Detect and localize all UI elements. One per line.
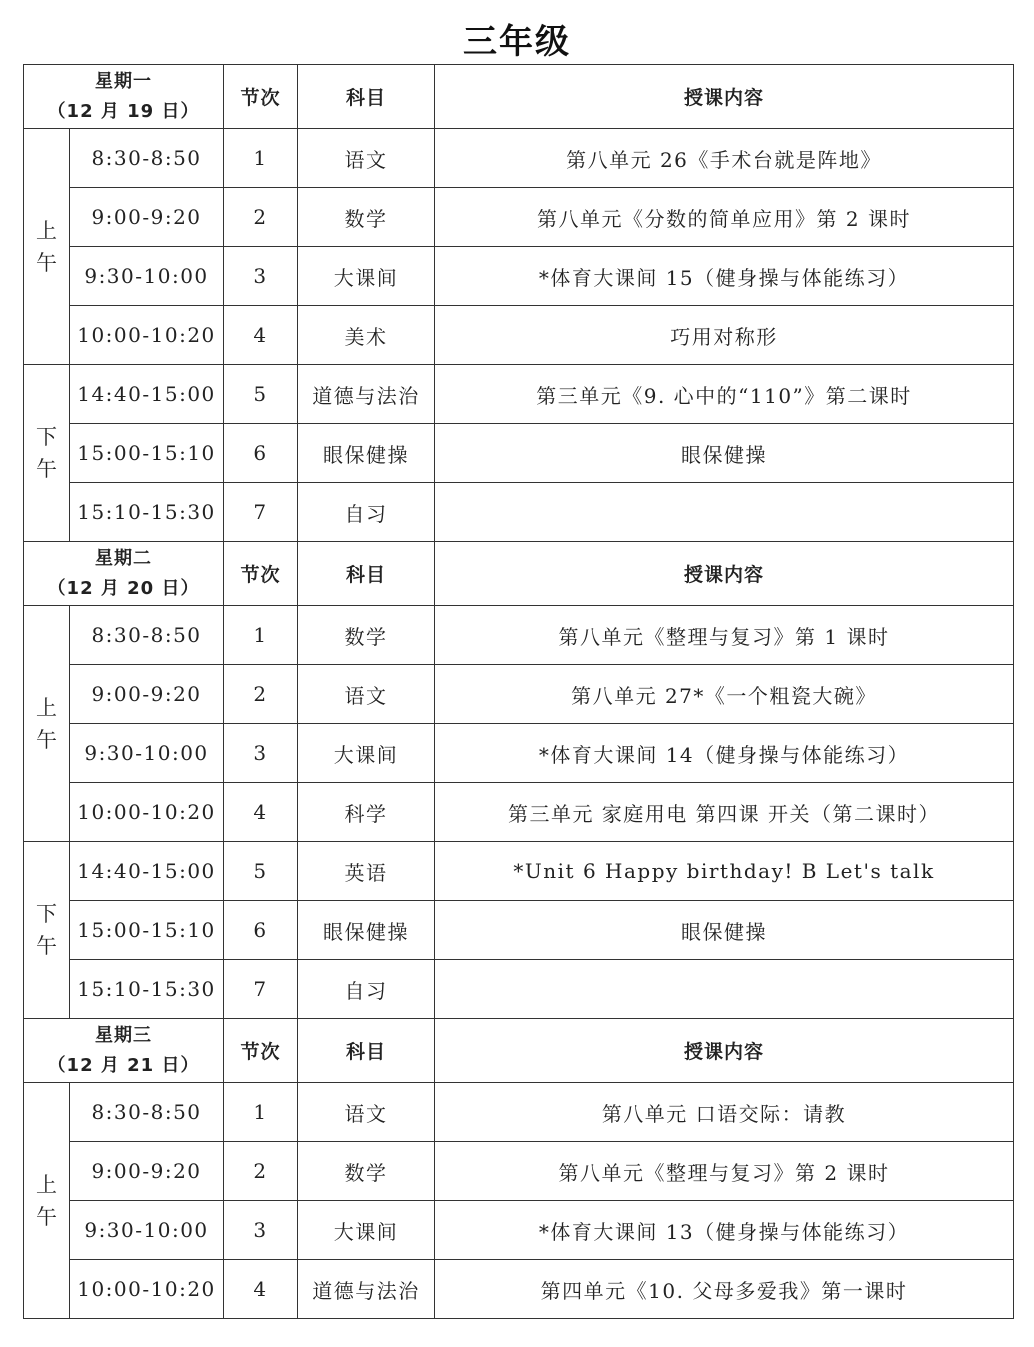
header-subject: 科目 (298, 1019, 435, 1083)
period-no-cell: 7 (224, 960, 298, 1019)
content-cell: 眼保健操 (435, 901, 1014, 960)
period-label (24, 365, 70, 542)
content-cell: *体育大课间 15（健身操与体能练习） (435, 247, 1014, 306)
period-no-cell: 7 (224, 483, 298, 542)
time-cell: 15:10-15:30 (70, 483, 224, 542)
content-cell: *Unit 6 Happy birthday! B Let's talk (435, 842, 1014, 901)
table-row (24, 606, 1014, 665)
time-cell: 8:30-8:50 (70, 129, 224, 188)
header-content: 授课内容 (435, 542, 1014, 606)
time-cell: 15:00-15:10 (70, 901, 224, 960)
subject-cell: 眼保健操 (298, 901, 435, 960)
time-cell: 10:00-10:20 (70, 306, 224, 365)
time-cell: 14:40-15:00 (70, 365, 224, 424)
period-no-cell: 1 (224, 129, 298, 188)
subject-cell: 道德与法治 (298, 365, 435, 424)
header-period-no: 节次 (224, 542, 298, 606)
day-label (24, 1019, 224, 1083)
table-row (24, 842, 1014, 901)
subject-cell: 语文 (298, 129, 435, 188)
subject-cell: 自习 (298, 960, 435, 1019)
table-row (24, 247, 1014, 306)
header-period-no: 节次 (224, 65, 298, 129)
content-cell: 第三单元 家庭用电 第四课 开关（第二课时） (435, 783, 1014, 842)
content-cell: 第三单元《9. 心中的“110”》第二课时 (435, 365, 1014, 424)
time-cell: 8:30-8:50 (70, 606, 224, 665)
time-cell: 14:40-15:00 (70, 842, 224, 901)
table-row (24, 365, 1014, 424)
content-cell: 第八单元 26《手术台就是阵地》 (435, 129, 1014, 188)
subject-cell: 数学 (298, 1142, 435, 1201)
table-row (24, 1260, 1014, 1319)
subject-cell: 大课间 (298, 247, 435, 306)
period-no-cell: 2 (224, 1142, 298, 1201)
time-cell: 8:30-8:50 (70, 1083, 224, 1142)
time-cell: 15:00-15:10 (70, 424, 224, 483)
content-cell: 眼保健操 (435, 424, 1014, 483)
content-cell: *体育大课间 14（健身操与体能练习） (435, 724, 1014, 783)
content-cell (435, 960, 1014, 1019)
period-no-cell: 5 (224, 365, 298, 424)
day-header-row (24, 542, 1014, 606)
period-no-cell: 4 (224, 1260, 298, 1319)
subject-cell: 英语 (298, 842, 435, 901)
subject-cell: 大课间 (298, 724, 435, 783)
time-cell: 9:30-10:00 (70, 247, 224, 306)
header-content: 授课内容 (435, 1019, 1014, 1083)
time-cell: 9:00-9:20 (70, 1142, 224, 1201)
table-row (24, 483, 1014, 542)
header-content: 授课内容 (435, 65, 1014, 129)
subject-cell: 数学 (298, 606, 435, 665)
period-label (24, 842, 70, 1019)
weekday-text: 星期三 (95, 1024, 152, 1046)
period-label-text: 上午 (36, 1172, 57, 1229)
subject-cell: 眼保健操 (298, 424, 435, 483)
day-label (24, 65, 224, 129)
table-row (24, 129, 1014, 188)
table-row (24, 665, 1014, 724)
time-cell: 9:00-9:20 (70, 665, 224, 724)
date-text: （12 月 19 日） (47, 100, 200, 122)
content-cell: 第八单元 27*《一个粗瓷大碗》 (435, 665, 1014, 724)
schedule-table (23, 64, 1014, 1319)
period-no-cell: 4 (224, 306, 298, 365)
content-cell: 第八单元《整理与复习》第 2 课时 (435, 1142, 1014, 1201)
time-cell: 10:00-10:20 (70, 1260, 224, 1319)
table-row (24, 424, 1014, 483)
period-no-cell: 1 (224, 606, 298, 665)
period-label-text: 下午 (36, 902, 57, 958)
period-no-cell: 5 (224, 842, 298, 901)
subject-cell: 语文 (298, 1083, 435, 1142)
table-row (24, 188, 1014, 247)
period-label (24, 606, 70, 842)
table-row (24, 901, 1014, 960)
time-cell: 9:30-10:00 (70, 1201, 224, 1260)
time-cell: 15:10-15:30 (70, 960, 224, 1019)
time-cell: 9:30-10:00 (70, 724, 224, 783)
table-row (24, 306, 1014, 365)
period-label (24, 129, 70, 365)
time-cell: 9:00-9:20 (70, 188, 224, 247)
day-label (24, 542, 224, 606)
header-subject: 科目 (298, 542, 435, 606)
content-cell: 第八单元《分数的简单应用》第 2 课时 (435, 188, 1014, 247)
date-text: （12 月 20 日） (47, 577, 200, 599)
period-no-cell: 1 (224, 1083, 298, 1142)
period-no-cell: 3 (224, 1201, 298, 1260)
period-no-cell: 2 (224, 188, 298, 247)
period-label-text: 下午 (36, 425, 57, 481)
content-cell: *体育大课间 13（健身操与体能练习） (435, 1201, 1014, 1260)
table-row (24, 1201, 1014, 1260)
period-no-cell: 3 (224, 724, 298, 783)
table-row (24, 1142, 1014, 1201)
period-no-cell: 6 (224, 424, 298, 483)
time-cell: 10:00-10:20 (70, 783, 224, 842)
content-cell (435, 483, 1014, 542)
content-cell: 第八单元《整理与复习》第 1 课时 (435, 606, 1014, 665)
date-text: （12 月 21 日） (47, 1054, 200, 1076)
table-row (24, 960, 1014, 1019)
header-period-no: 节次 (224, 1019, 298, 1083)
subject-cell: 科学 (298, 783, 435, 842)
period-no-cell: 3 (224, 247, 298, 306)
subject-cell: 大课间 (298, 1201, 435, 1260)
period-label-text: 上午 (36, 218, 57, 275)
weekday-text: 星期一 (95, 70, 152, 92)
period-label-text: 上午 (36, 695, 57, 752)
table-row (24, 783, 1014, 842)
period-no-cell: 2 (224, 665, 298, 724)
day-header-row (24, 65, 1014, 129)
content-cell: 第四单元《10. 父母多爱我》第一课时 (435, 1260, 1014, 1319)
content-cell: 第八单元 口语交际：请教 (435, 1083, 1014, 1142)
table-row (24, 1083, 1014, 1142)
subject-cell: 道德与法治 (298, 1260, 435, 1319)
subject-cell: 自习 (298, 483, 435, 542)
header-subject: 科目 (298, 65, 435, 129)
weekday-text: 星期二 (95, 547, 152, 569)
content-cell: 巧用对称形 (435, 306, 1014, 365)
period-no-cell: 6 (224, 901, 298, 960)
table-row (24, 724, 1014, 783)
page-title: 三年级 (463, 22, 571, 62)
subject-cell: 美术 (298, 306, 435, 365)
subject-cell: 数学 (298, 188, 435, 247)
subject-cell: 语文 (298, 665, 435, 724)
period-label (24, 1083, 70, 1319)
period-no-cell: 4 (224, 783, 298, 842)
day-header-row (24, 1019, 1014, 1083)
